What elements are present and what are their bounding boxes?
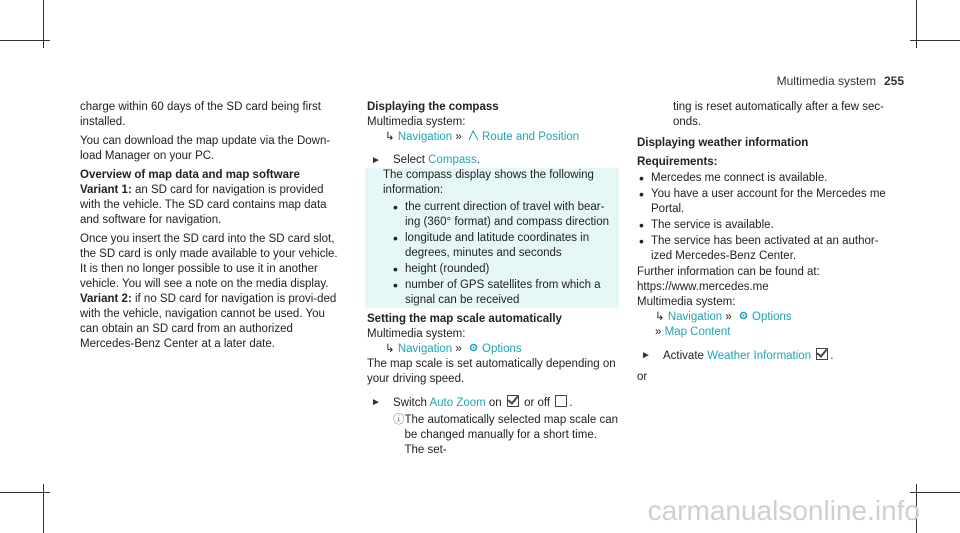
variant-2 bbox=[80, 292, 340, 352]
navigation-link[interactable]: Navigation bbox=[397, 131, 453, 143]
step bbox=[367, 395, 619, 458]
navigation-link[interactable]: Navigation bbox=[667, 311, 723, 323]
gear-icon bbox=[738, 310, 749, 321]
watermark: carmanualsonline.info bbox=[647, 495, 920, 526]
scale-description: The map scale is set automatically depending on your driving speed. bbox=[367, 358, 616, 385]
paragraph: Once you insert the SD card into the SD card slot, the SD card is only made available to your vehicle. It is then no longer possible to use it in another vehicle. You will see a note on the media display. bbox=[80, 233, 338, 290]
column-3 bbox=[637, 100, 887, 385]
paragraph: You can download the map update via the Down‐load Manager on your PC. bbox=[80, 135, 331, 162]
list-item: • Mercedes me connect is available. bbox=[651, 171, 887, 186]
step-verb: Switch bbox=[393, 397, 430, 409]
gear-icon bbox=[468, 342, 479, 353]
multimedia-system-label: Multimedia system: bbox=[637, 296, 736, 308]
column-2 bbox=[367, 100, 619, 458]
paragraph: charge within 60 days of the SD card being first installed. bbox=[80, 101, 321, 128]
route-icon bbox=[468, 130, 479, 141]
requirements-heading: Requirements: bbox=[637, 156, 718, 168]
double-chevron-icon: » bbox=[455, 343, 462, 355]
step-text: Activate Weather Information . bbox=[663, 350, 834, 362]
variant-text: an SD card for navigation is provided with the vehicle. The SD card contains map data and software for navigation. bbox=[80, 184, 327, 226]
compass-description: The compass display shows the following information: bbox=[383, 169, 594, 196]
options-link[interactable]: Options bbox=[482, 343, 522, 355]
list-item: • You have a user account for the Mercedes me Portal. bbox=[651, 187, 887, 217]
step-verb: Activate bbox=[663, 350, 708, 362]
weather-information-link[interactable]: Weather Information bbox=[707, 350, 812, 362]
section-heading: Displaying the compass bbox=[367, 101, 499, 113]
list-item: • number of GPS satellites from which a signal can be received bbox=[405, 278, 619, 308]
map-content-link[interactable]: Map Content bbox=[664, 326, 731, 338]
return-arrow-icon: ↳ bbox=[385, 343, 395, 355]
note-text: The automatically selected map scale can be changed manually for a short time. The set‐ bbox=[404, 414, 618, 456]
section-heading: Overview of map data and map software bbox=[80, 169, 300, 181]
further-info: Further information can be found at: https://www.mercedes.me bbox=[637, 266, 820, 293]
checkbox-empty-icon bbox=[555, 395, 567, 407]
menu-path bbox=[367, 342, 619, 357]
step-text-on: on bbox=[485, 397, 505, 409]
section-title: Multimedia system bbox=[776, 74, 876, 88]
punctuation: . bbox=[476, 154, 480, 166]
compass-info-box bbox=[365, 168, 619, 308]
variant-label: Variant 1: bbox=[80, 184, 132, 196]
section-heading: Setting the map scale automatically bbox=[367, 313, 562, 325]
menu-path bbox=[367, 130, 619, 145]
crop-mark bbox=[910, 40, 960, 41]
step-verb: Select bbox=[393, 154, 429, 166]
compass-link[interactable]: Compass bbox=[428, 154, 477, 166]
crop-mark bbox=[916, 0, 917, 48]
section-heading: Displaying weather information bbox=[637, 137, 809, 149]
menu-path bbox=[637, 325, 887, 340]
step-text-off: or off bbox=[520, 397, 554, 409]
list-item: • longitude and latitude coordinates in degrees, minutes and seconds bbox=[405, 231, 619, 261]
return-arrow-icon: ↳ bbox=[655, 311, 665, 323]
step-text bbox=[393, 153, 619, 168]
route-and-position-link[interactable]: Route and Position bbox=[482, 131, 580, 143]
variant-label: Variant 2: bbox=[80, 293, 132, 305]
step-arrow-icon: ► bbox=[371, 155, 381, 166]
crop-mark bbox=[43, 484, 44, 533]
auto-zoom-link[interactable]: Auto Zoom bbox=[429, 397, 486, 409]
return-arrow-icon: ↳ bbox=[385, 131, 395, 143]
multimedia-system-label: Multimedia system: bbox=[367, 116, 466, 128]
double-chevron-icon: » bbox=[455, 131, 462, 143]
navigation-link[interactable]: Navigation bbox=[397, 343, 453, 355]
options-link[interactable]: Options bbox=[752, 311, 792, 323]
note-continuation: ting is reset automatically after a few sec‐onds. bbox=[673, 101, 884, 128]
double-chevron-icon: » bbox=[725, 311, 732, 323]
note bbox=[393, 413, 619, 458]
compass-list bbox=[383, 200, 619, 308]
info-icon: ⓘ bbox=[393, 414, 405, 426]
list-item: • the current direction of travel with bear‐ing (360° format) and compass direction bbox=[405, 200, 619, 230]
step-text: Switch Auto Zoom on or off . bbox=[393, 397, 573, 409]
multimedia-system-label: Multimedia system: bbox=[367, 328, 466, 340]
checkbox-checked-icon bbox=[816, 348, 828, 360]
requirements-list bbox=[637, 171, 887, 264]
list-item: • The service has been activated at an author‐ized Mercedes-Benz Center. bbox=[651, 234, 887, 264]
variant-text: if no SD card for navigation is provi‐ded with the vehicle, navigation cannot be used. You can obtain an SD card from an authorized Mercedes-Benz Center at a later date. bbox=[80, 293, 337, 350]
menu-path bbox=[637, 310, 887, 325]
step bbox=[637, 348, 887, 364]
list-item: • The service is available. bbox=[651, 218, 887, 233]
or-text: or bbox=[637, 371, 648, 383]
checkbox-checked-icon bbox=[507, 395, 519, 407]
page-header bbox=[777, 74, 904, 88]
page-number: 255 bbox=[883, 74, 904, 88]
step bbox=[367, 153, 619, 168]
variant-1 bbox=[80, 183, 340, 228]
double-chevron-icon: » bbox=[655, 326, 662, 338]
crop-mark bbox=[43, 0, 44, 48]
column-1 bbox=[80, 100, 340, 352]
step-arrow-icon: ► bbox=[371, 397, 381, 408]
crop-mark bbox=[910, 492, 960, 493]
list-item: • height (rounded) bbox=[405, 262, 619, 277]
step-arrow-icon: ► bbox=[641, 350, 651, 361]
